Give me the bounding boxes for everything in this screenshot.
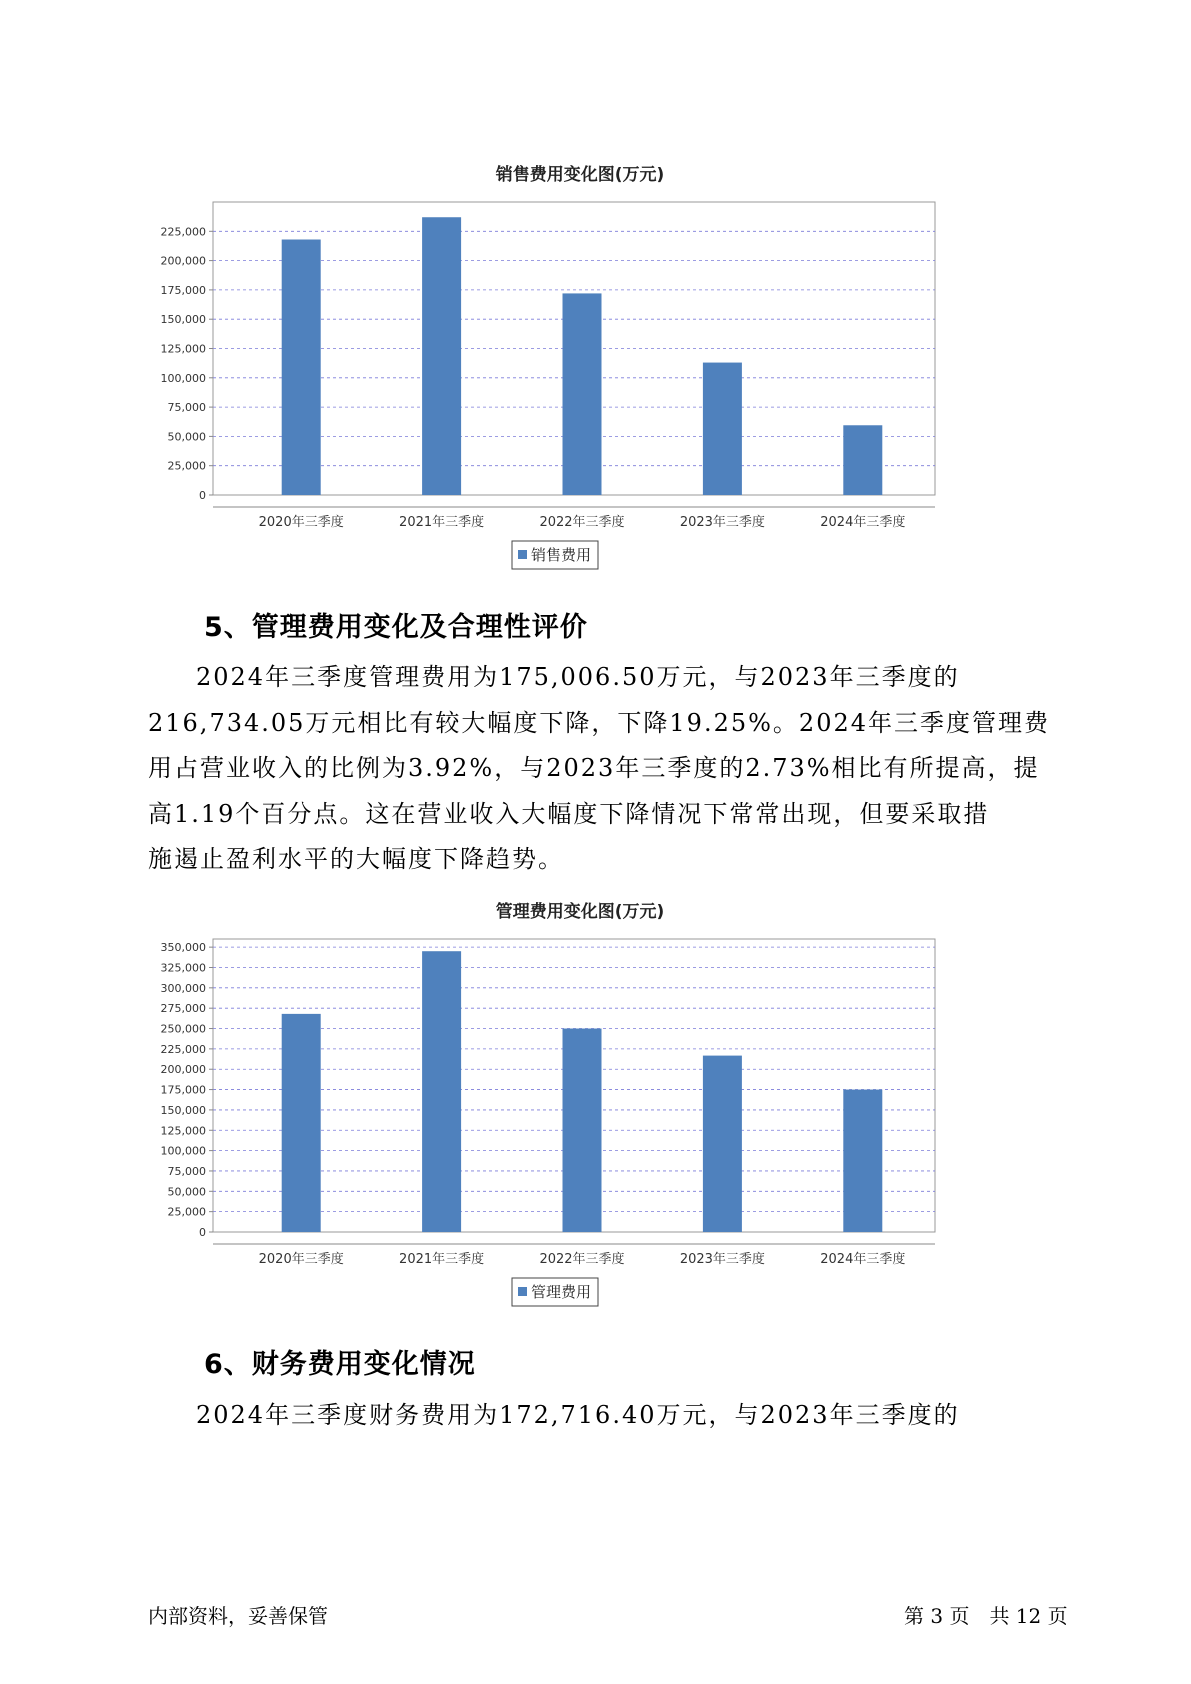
bar xyxy=(563,1029,602,1232)
section5-heading: 5、管理费用变化及合理性评价 xyxy=(204,612,588,643)
y-tick-label: 125,000 xyxy=(160,1124,206,1138)
section6-heading: 6、财务费用变化情况 xyxy=(204,1349,476,1380)
legend-label: 销售费用 xyxy=(531,546,592,564)
y-tick-label: 175,000 xyxy=(160,283,206,297)
admin-expense-chart-svg xyxy=(140,892,1040,1362)
bar xyxy=(843,425,882,495)
x-tick-label: 2023年三季度 xyxy=(679,1252,765,1267)
bar xyxy=(422,951,461,1232)
y-tick-label: 225,000 xyxy=(160,1042,206,1056)
chart-title: 管理费用变化图(万元) xyxy=(495,902,665,922)
paragraph-line: 2024年三季度管理费用为175,006.50万元，与2023年三季度的 xyxy=(196,663,960,691)
x-tick-label: 2023年三季度 xyxy=(679,515,765,530)
y-tick-label: 0 xyxy=(199,1226,206,1239)
x-tick-label: 2024年三季度 xyxy=(820,1252,906,1267)
footer-confidential-note: 内部资料，妥善保管 xyxy=(148,1604,328,1628)
paragraph-line: 施遏止盈利水平的大幅度下降趋势。 xyxy=(148,845,564,873)
x-tick-label: 2022年三季度 xyxy=(539,1252,625,1267)
y-tick-label: 200,000 xyxy=(160,1063,206,1077)
y-tick-label: 125,000 xyxy=(160,342,206,356)
footer-page-number: 第 3 页 共 12 页 xyxy=(904,1604,1068,1628)
sales-expense-chart-svg xyxy=(140,155,1040,625)
section5-paragraph xyxy=(148,655,1051,883)
legend-swatch xyxy=(518,550,527,559)
x-tick-label: 2021年三季度 xyxy=(399,1252,485,1267)
sales-expense-chart xyxy=(140,155,1040,625)
paragraph-line: 216,734.05万元相比有较大幅度下降，下降19.25%。2024年三季度管理费 xyxy=(148,708,1051,737)
y-tick-label: 325,000 xyxy=(160,961,206,975)
y-tick-label: 300,000 xyxy=(160,981,206,995)
y-tick-label: 50,000 xyxy=(167,430,206,444)
y-tick-label: 75,000 xyxy=(167,1164,206,1178)
x-tick-label: 2024年三季度 xyxy=(820,515,906,530)
y-tick-label: 25,000 xyxy=(167,459,206,473)
y-tick-label: 225,000 xyxy=(160,225,206,239)
bar xyxy=(703,1056,742,1232)
legend-label: 管理费用 xyxy=(531,1283,592,1301)
y-tick-label: 175,000 xyxy=(160,1083,206,1097)
bar xyxy=(282,1014,321,1232)
admin-expense-chart xyxy=(140,892,1040,1362)
legend-swatch xyxy=(518,1287,527,1296)
y-tick-label: 200,000 xyxy=(160,254,206,268)
bar xyxy=(843,1090,882,1232)
bar xyxy=(422,217,461,495)
x-tick-label: 2022年三季度 xyxy=(539,515,625,530)
y-tick-label: 275,000 xyxy=(160,1002,206,1016)
y-tick-label: 0 xyxy=(199,489,206,502)
y-tick-label: 50,000 xyxy=(167,1185,206,1199)
bar xyxy=(703,363,742,495)
bar xyxy=(282,240,321,495)
x-tick-label: 2021年三季度 xyxy=(399,515,485,530)
y-tick-label: 100,000 xyxy=(160,1144,206,1158)
paragraph-line: 用占营业收入的比例为3.92%，与2023年三季度的2.73%相比有所提高，提 xyxy=(148,754,1040,782)
y-tick-label: 350,000 xyxy=(160,941,206,955)
y-tick-label: 75,000 xyxy=(167,401,206,415)
x-tick-label: 2020年三季度 xyxy=(258,1252,344,1267)
chart-title: 销售费用变化图(万元) xyxy=(495,165,665,185)
y-tick-label: 250,000 xyxy=(160,1022,206,1036)
y-tick-label: 150,000 xyxy=(160,1103,206,1117)
x-tick-label: 2020年三季度 xyxy=(258,515,344,530)
y-tick-label: 150,000 xyxy=(160,313,206,327)
bar xyxy=(563,293,602,495)
paragraph-line: 高1.19个百分点。这在营业收入大幅度下降情况下常常出现，但要采取措 xyxy=(148,799,990,828)
y-tick-label: 25,000 xyxy=(167,1205,206,1219)
y-tick-label: 100,000 xyxy=(160,371,206,385)
section6-paragraph xyxy=(148,1393,1048,1439)
paragraph-line: 2024年三季度财务费用为172,716.40万元，与2023年三季度的 xyxy=(196,1401,960,1429)
